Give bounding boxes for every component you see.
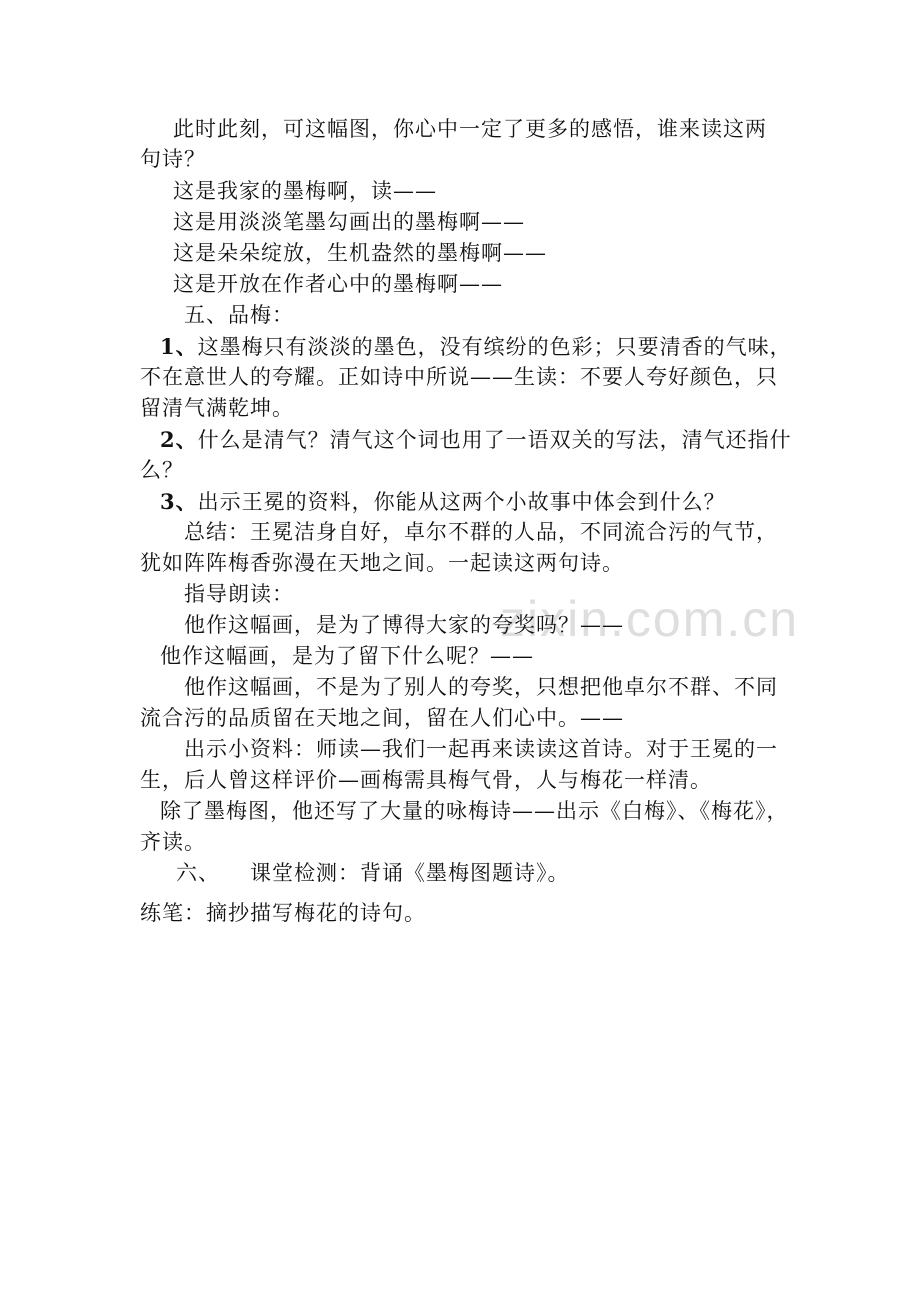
paragraph-line: 流合污的品质留在天地之间，留在人们心中。—— [140, 706, 624, 730]
paragraph-line: 齐读。 [140, 830, 206, 854]
paragraph-line: 这是开放在作者心中的墨梅啊—— [173, 272, 503, 296]
paragraph-line: 他作这幅画，不是为了别人的夸奖，只想把他卓尔不群、不同 [184, 675, 778, 699]
paragraph-line: 他作这幅画，是为了留下什么呢？—— [160, 644, 534, 668]
paragraph-line: 指导朗读： [184, 582, 294, 606]
paragraph-text: 这墨梅只有淡淡的墨色，没有缤纷的色彩；只要清香的气味， [197, 335, 792, 359]
list-number: 3、 [160, 489, 198, 514]
section-heading: 五、品梅： [184, 303, 294, 327]
paragraph-line: 这是用淡淡笔墨勾画出的墨梅啊—— [173, 210, 525, 234]
section-heading: 六、 [176, 861, 220, 885]
paragraph-line: 这是朵朵绽放，生机盎然的墨梅啊—— [173, 241, 547, 265]
list-item [160, 424, 792, 456]
paragraph-line: 练笔：摘抄描写梅花的诗句。 [140, 901, 426, 925]
paragraph-line: 这是我家的墨梅啊，读—— [173, 179, 437, 203]
paragraph-line: 出示小资料：师读—我们一起再来读读这首诗。对于王冕的一 [184, 737, 778, 761]
paragraph-line: 除了墨梅图，他还写了大量的咏梅诗——出示《白梅》、《梅花》， [160, 799, 789, 823]
paragraph-line: 生，后人曾这样评价—画梅需具梅气骨，人与梅花一样清。 [140, 768, 712, 792]
list-item [160, 486, 726, 518]
paragraph-line: 此时此刻，可这幅图，你心中一定了更多的感悟，谁来读这两 [173, 117, 767, 141]
paragraph-line: 么？ [140, 458, 184, 482]
paragraph-line: 留清气满乾坤。 [140, 396, 294, 420]
paragraph-line: 课堂检测：背诵《墨梅图题诗》。 [250, 861, 570, 885]
watermark: zixin.com.cn [500, 591, 800, 647]
paragraph-line: 不在意世人的夸耀。正如诗中所说——生读：不要人夸好颜色，只 [140, 365, 778, 389]
paragraph-text: 出示王冕的资料，你能从这两个小故事中体会到什么？ [197, 490, 726, 514]
paragraph-line: 总结：王冕洁身自好，卓尔不群的人品，不同流合污的气节， [184, 520, 778, 544]
list-item [160, 331, 792, 363]
paragraph-line: 句诗？ [140, 147, 206, 171]
paragraph-line: 他作这幅画，是为了博得大家的夸奖吗？—— [184, 613, 624, 637]
list-number: 2、 [160, 427, 198, 452]
paragraph-text: 什么是清气？清气这个词也用了一语双关的写法，清气还指什 [197, 428, 792, 452]
paragraph-line: 犹如阵阵梅香弥漫在天地之间。一起读这两句诗。 [140, 551, 624, 575]
list-number: 1、 [160, 334, 198, 359]
